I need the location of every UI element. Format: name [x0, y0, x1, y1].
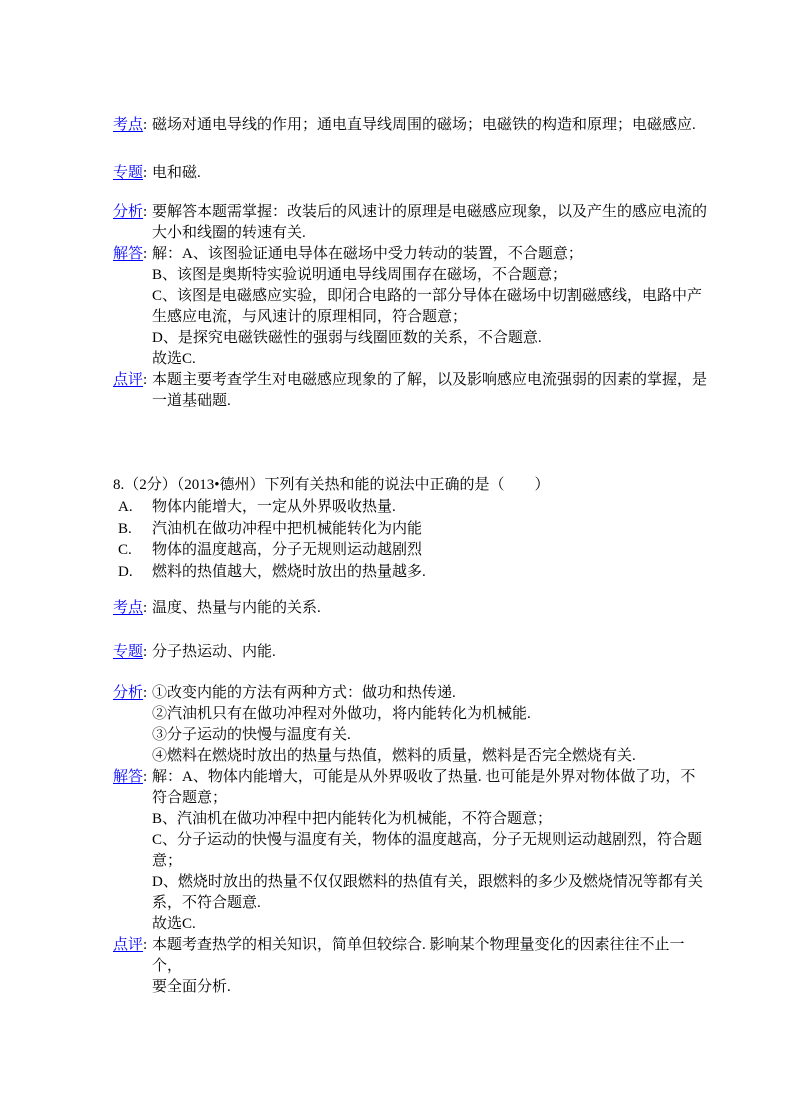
section-jieda: [113, 244, 712, 370]
option-text: 物体内能增大，一定从外界吸收热量.: [152, 499, 396, 515]
text-line: 本题考查热学的相关知识，简单但较综合. 影响某个物理量变化的因素往往不止一个，: [152, 937, 685, 974]
section-label-colon: :: [143, 644, 148, 660]
section-label-text: 分析: [113, 685, 144, 701]
section-content: [152, 163, 712, 184]
section-zhuanti: [113, 163, 712, 184]
section-label-colon: :: [143, 600, 148, 616]
option-letter: C.: [118, 542, 132, 559]
text-line: 故选C.: [152, 916, 196, 932]
text-line: 大小和线圈的转速有关.: [152, 225, 306, 241]
text-line: 要解答本题需掌握：改装后的风速计的原理是电磁感应现象，以及产生的感应电流的: [152, 204, 708, 220]
text-line: 意；: [152, 853, 183, 869]
section-label: [113, 370, 152, 391]
section-content: [152, 115, 712, 136]
text-line: 磁场对通电导线的作用；通电直导线周围的磁场；电磁铁的构造和原理；电磁感应.: [152, 117, 696, 133]
text-line: 一道基础题.: [152, 393, 231, 409]
text-line: B、该图是奥斯特实验说明通电导线周围存在磁场，不合题意；: [152, 267, 568, 283]
option-text: 汽油机在做功冲程中把机械能转化为内能: [152, 520, 423, 537]
section-label: [113, 642, 152, 663]
section-content: [152, 598, 712, 619]
section-label: [113, 935, 152, 956]
text-line: 温度、热量与内能的关系.: [152, 600, 321, 616]
text-line: B、汽油机在做功冲程中把内能转化为机械能，不符合题意；: [152, 811, 553, 827]
section-label-colon: :: [143, 769, 148, 785]
section-label-text: 考点: [113, 117, 144, 133]
section-dianping: [113, 370, 712, 412]
option-text: 物体的温度越高，分子无规则运动越剧烈: [152, 542, 423, 559]
section-label-text: 考点: [113, 600, 144, 616]
section-content: [152, 244, 712, 370]
question-8-options: [118, 497, 718, 584]
option-letter: A.: [118, 499, 133, 515]
text-line: 要全面分析.: [152, 979, 231, 995]
text-line: 解：A、该图验证通电导体在磁场中受力转动的装置，不合题意；: [152, 246, 583, 262]
section-label-text: 点评: [113, 372, 144, 388]
section-label-colon: :: [143, 204, 148, 220]
text-line: ④燃料在燃烧时放出的热量与热值，燃料的质量，燃料是否完全燃烧有关.: [152, 748, 636, 764]
option-letter: D.: [118, 564, 133, 581]
text-line: C、该图是电磁感应实验，即闭合电路的一部分导体在磁场中切割磁感线，电路中产: [152, 288, 703, 304]
section-label-colon: :: [143, 372, 148, 388]
section-label-text: 点评: [113, 937, 144, 953]
section-label-colon: :: [143, 246, 148, 262]
section-content: [152, 683, 712, 767]
text-line: 系，不符合题意.: [152, 895, 261, 911]
text-line: 解：A、物体内能增大，可能是从外界吸收了热量. 也可能是外界对物体做了功，不: [152, 769, 696, 785]
section-label: [113, 683, 152, 704]
section-content: [152, 642, 712, 663]
text-line: 分子热运动、内能.: [152, 644, 276, 660]
option-row: [118, 562, 718, 584]
section-label-text: 专题: [113, 165, 144, 181]
section-content: [152, 767, 712, 935]
section-label-text: 专题: [113, 644, 144, 660]
section-label-text: 解答: [113, 769, 144, 785]
option-text: 燃料的热值越大，燃烧时放出的热量越多.: [152, 564, 426, 581]
text-line: 电和磁.: [152, 165, 201, 181]
section-content: [152, 202, 712, 244]
option-letter: B.: [118, 520, 132, 537]
section-label-colon: :: [143, 685, 148, 701]
text-line: 符合题意；: [152, 790, 228, 806]
text-line: 生感应电流，与风速计的原理相同，符合题意；: [152, 309, 468, 325]
section-fenxi: [113, 683, 712, 767]
section-label-colon: :: [143, 117, 148, 133]
text-line: 本题主要考查学生对电磁感应现象的了解，以及影响感应电流强弱的因素的掌握，是: [152, 372, 708, 388]
option-row: [118, 540, 718, 562]
section-fenxi: [113, 202, 712, 244]
section-content: [152, 370, 712, 412]
text-line: ②汽油机只有在做功冲程对外做功，将内能转化为机械能.: [152, 706, 531, 722]
question-8-stem: 8.（2分）（2013•德州）下列有关热和能的说法中正确的是（ ）: [113, 477, 550, 493]
section-jieda: [113, 767, 712, 935]
section-dianping: [113, 935, 712, 998]
section-zhuanti: [113, 642, 712, 663]
section-label: [113, 163, 152, 184]
text-line: D、燃烧时放出的热量不仅仅跟燃料的热值有关，跟燃料的多少及燃烧情况等都有关: [152, 874, 703, 890]
text-line: 故选C.: [152, 351, 196, 367]
section-label-text: 解答: [113, 246, 144, 262]
section-label: [113, 115, 152, 136]
section-label-colon: :: [143, 937, 148, 953]
section-kaodian: [113, 598, 712, 619]
section-label-colon: :: [143, 165, 148, 181]
text-line: ①改变内能的方法有两种方式：做功和热传递.: [152, 685, 456, 701]
text-line: D、是探究电磁铁磁性的强弱与线圈匝数的关系，不合题意.: [152, 330, 542, 346]
section-label: [113, 767, 152, 788]
section-label: [113, 244, 152, 265]
option-row: [118, 497, 718, 519]
text-line: ③分子运动的快慢与温度有关.: [152, 727, 351, 743]
section-label: [113, 598, 152, 619]
section-label: [113, 202, 152, 223]
section-content: [152, 935, 712, 998]
section-label-text: 分析: [113, 204, 144, 220]
section-kaodian: [113, 115, 712, 136]
text-line: C、分子运动的快慢与温度有关，物体的温度越高，分子无规则运动越剧烈，符合题: [152, 832, 703, 848]
option-row: [118, 519, 718, 541]
